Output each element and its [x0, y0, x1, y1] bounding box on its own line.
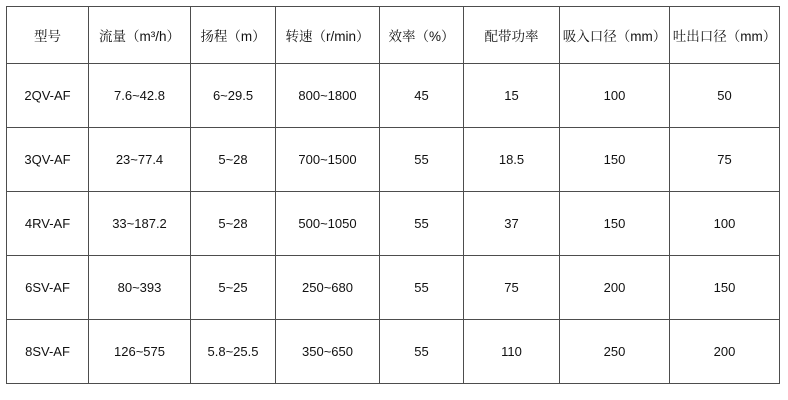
table-row: [7, 320, 780, 384]
cell-speed: 700~1500: [276, 128, 380, 192]
cell-efficiency: 55: [380, 192, 464, 256]
cell-power: 18.5: [464, 128, 560, 192]
cell-speed: 250~680: [276, 256, 380, 320]
cell-outlet-diameter: 100: [670, 192, 780, 256]
column-header-inlet-diameter: 吸入口径（mm）: [560, 7, 670, 64]
cell-outlet-diameter: 200: [670, 320, 780, 384]
cell-flow: 80~393: [89, 256, 191, 320]
cell-power: 110: [464, 320, 560, 384]
cell-outlet-diameter: 150: [670, 256, 780, 320]
cell-model: 3QV-AF: [7, 128, 89, 192]
cell-inlet-diameter: 100: [560, 64, 670, 128]
column-header-efficiency: 效率（%）: [380, 7, 464, 64]
table-body: [7, 64, 780, 384]
cell-flow: 33~187.2: [89, 192, 191, 256]
table-row: [7, 192, 780, 256]
table-header-row: [7, 7, 780, 64]
cell-head: 5~28: [191, 128, 276, 192]
table-header: [7, 7, 780, 64]
table-row: [7, 256, 780, 320]
cell-speed: 800~1800: [276, 64, 380, 128]
cell-outlet-diameter: 50: [670, 64, 780, 128]
cell-inlet-diameter: 250: [560, 320, 670, 384]
cell-model: 8SV-AF: [7, 320, 89, 384]
cell-flow: 23~77.4: [89, 128, 191, 192]
cell-flow: 7.6~42.8: [89, 64, 191, 128]
cell-head: 5.8~25.5: [191, 320, 276, 384]
cell-inlet-diameter: 200: [560, 256, 670, 320]
cell-head: 5~28: [191, 192, 276, 256]
cell-power: 75: [464, 256, 560, 320]
table-row: [7, 128, 780, 192]
column-header-outlet-diameter: 吐出口径（mm）: [670, 7, 780, 64]
cell-speed: 500~1050: [276, 192, 380, 256]
cell-efficiency: 45: [380, 64, 464, 128]
cell-inlet-diameter: 150: [560, 128, 670, 192]
cell-efficiency: 55: [380, 128, 464, 192]
cell-outlet-diameter: 75: [670, 128, 780, 192]
cell-head: 6~29.5: [191, 64, 276, 128]
cell-efficiency: 55: [380, 256, 464, 320]
cell-model: 2QV-AF: [7, 64, 89, 128]
column-header-model: 型号: [7, 7, 89, 64]
column-header-speed: 转速（r/min）: [276, 7, 380, 64]
column-header-power: 配带功率: [464, 7, 560, 64]
cell-power: 37: [464, 192, 560, 256]
cell-model: 4RV-AF: [7, 192, 89, 256]
cell-head: 5~25: [191, 256, 276, 320]
cell-model: 6SV-AF: [7, 256, 89, 320]
cell-flow: 126~575: [89, 320, 191, 384]
cell-speed: 350~650: [276, 320, 380, 384]
pump-specification-table: [6, 6, 780, 384]
cell-power: 15: [464, 64, 560, 128]
cell-inlet-diameter: 150: [560, 192, 670, 256]
cell-efficiency: 55: [380, 320, 464, 384]
column-header-head: 扬程（m）: [191, 7, 276, 64]
column-header-flow: 流量（m³/h）: [89, 7, 191, 64]
table-row: [7, 64, 780, 128]
